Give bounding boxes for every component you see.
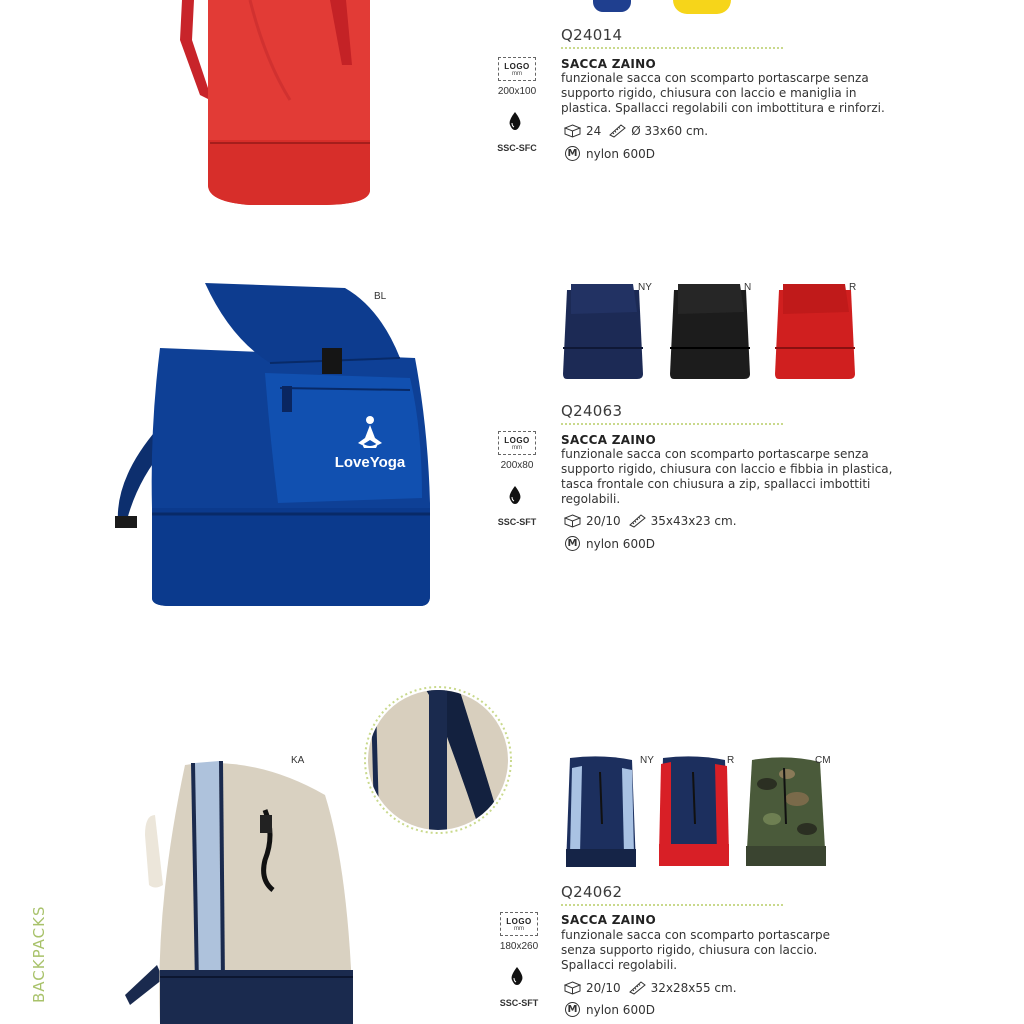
divider-dotted (561, 423, 783, 425)
logo-size-badge (498, 431, 536, 455)
product-image-khaki-sack (115, 755, 365, 1024)
material-icon: M (565, 146, 580, 161)
product-specs (564, 981, 737, 995)
product-name: SACCA ZAINO (561, 57, 657, 71)
pack-quantity: 24 (586, 124, 602, 138)
product-specs (564, 124, 708, 138)
ruler-icon (609, 124, 626, 138)
box-icon (564, 981, 581, 995)
variant-thumb-ny[interactable] (562, 754, 638, 870)
detail-zoom-circle (363, 685, 513, 835)
technique-code: SSC-SFT (499, 998, 539, 1008)
variant-label-cm: CM (815, 755, 831, 766)
variant-thumb-cm[interactable] (742, 754, 828, 870)
variant-thumb-blue[interactable] (593, 0, 631, 12)
product-description: funzionale sacca con scomparto portascarpe senza supporto rigido, chiusura con laccio e fibbia in plastica, tasca frontale con chiusura a zip, spallacci imbottiti regolabili. (561, 447, 893, 506)
variant-thumb-yellow[interactable] (673, 0, 731, 14)
technique-code: SSC-SFT (497, 517, 537, 527)
print-text: LoveYoga (334, 454, 406, 471)
box-icon (564, 124, 581, 138)
variant-label-ny: NY (640, 755, 654, 766)
logo-unit: mm (512, 70, 522, 77)
pack-quantity: 20/10 (586, 514, 621, 528)
product-size: 35x43x23 cm. (650, 514, 737, 528)
product-image-red-sack (170, 0, 380, 210)
logo-size-value: 200x100 (497, 86, 537, 97)
product-specs (564, 514, 737, 528)
material-icon: M (565, 1002, 580, 1017)
logo-unit: mm (512, 444, 522, 451)
material-text: nylon 600D (586, 146, 655, 161)
side-tab-label: BACKPACKS (30, 905, 48, 1003)
product-code: Q24063 (561, 402, 623, 420)
product-material (565, 1002, 655, 1017)
product-material (565, 146, 655, 161)
variant-thumb-n[interactable] (668, 282, 752, 380)
ruler-icon (629, 514, 646, 528)
product-description: funzionale sacca con scomparto portascarpe senza supporto rigido, chiusura con laccio. Spallacci regolabili. (561, 928, 830, 972)
variant-thumb-r[interactable] (773, 282, 857, 380)
material-icon: M (565, 536, 580, 551)
variant-thumb-r[interactable] (655, 754, 731, 870)
ink-drop-icon (508, 112, 522, 130)
divider-dotted (561, 47, 783, 49)
product-code: Q24014 (561, 26, 623, 44)
variant-thumb-ny[interactable] (561, 282, 645, 380)
logo-size-value: 180x260 (499, 941, 539, 952)
divider-dotted (561, 904, 783, 906)
logo-word: LOGO (504, 435, 530, 445)
ink-drop-icon (508, 486, 522, 504)
logo-word: LOGO (506, 916, 532, 926)
logo-word: LOGO (504, 61, 530, 71)
technique-code: SSC-SFC (497, 143, 537, 153)
variant-label-n: N (744, 282, 752, 293)
logo-unit: mm (514, 925, 524, 932)
material-text: nylon 600D (586, 1002, 655, 1017)
logo-size-value: 200x80 (500, 460, 534, 471)
variant-label-r: R (727, 755, 735, 766)
main-variant-label: BL (374, 291, 387, 302)
product-image-blue-backpack (110, 278, 440, 613)
main-variant-label: KA (291, 755, 305, 766)
product-description: funzionale sacca con scomparto portascarpe senza supporto rigido, chiusura con laccio e maniglia in plastica. Spallacci regolabili con imbottitura e rinforzi. (561, 71, 885, 115)
material-text: nylon 600D (586, 536, 655, 551)
product-material (565, 536, 655, 551)
product-code: Q24062 (561, 883, 623, 901)
variant-label-ny: NY (638, 282, 652, 293)
ruler-icon (629, 981, 646, 995)
product-name: SACCA ZAINO (561, 913, 657, 927)
box-icon (564, 514, 581, 528)
ink-drop-icon (510, 967, 524, 985)
logo-size-badge (500, 912, 538, 936)
product-name: SACCA ZAINO (561, 433, 657, 447)
product-size: 32x28x55 cm. (650, 981, 737, 995)
product-size: Ø 33x60 cm. (631, 124, 709, 138)
variant-label-r: R (849, 282, 857, 293)
logo-size-badge (498, 57, 536, 81)
pack-quantity: 20/10 (586, 981, 621, 995)
